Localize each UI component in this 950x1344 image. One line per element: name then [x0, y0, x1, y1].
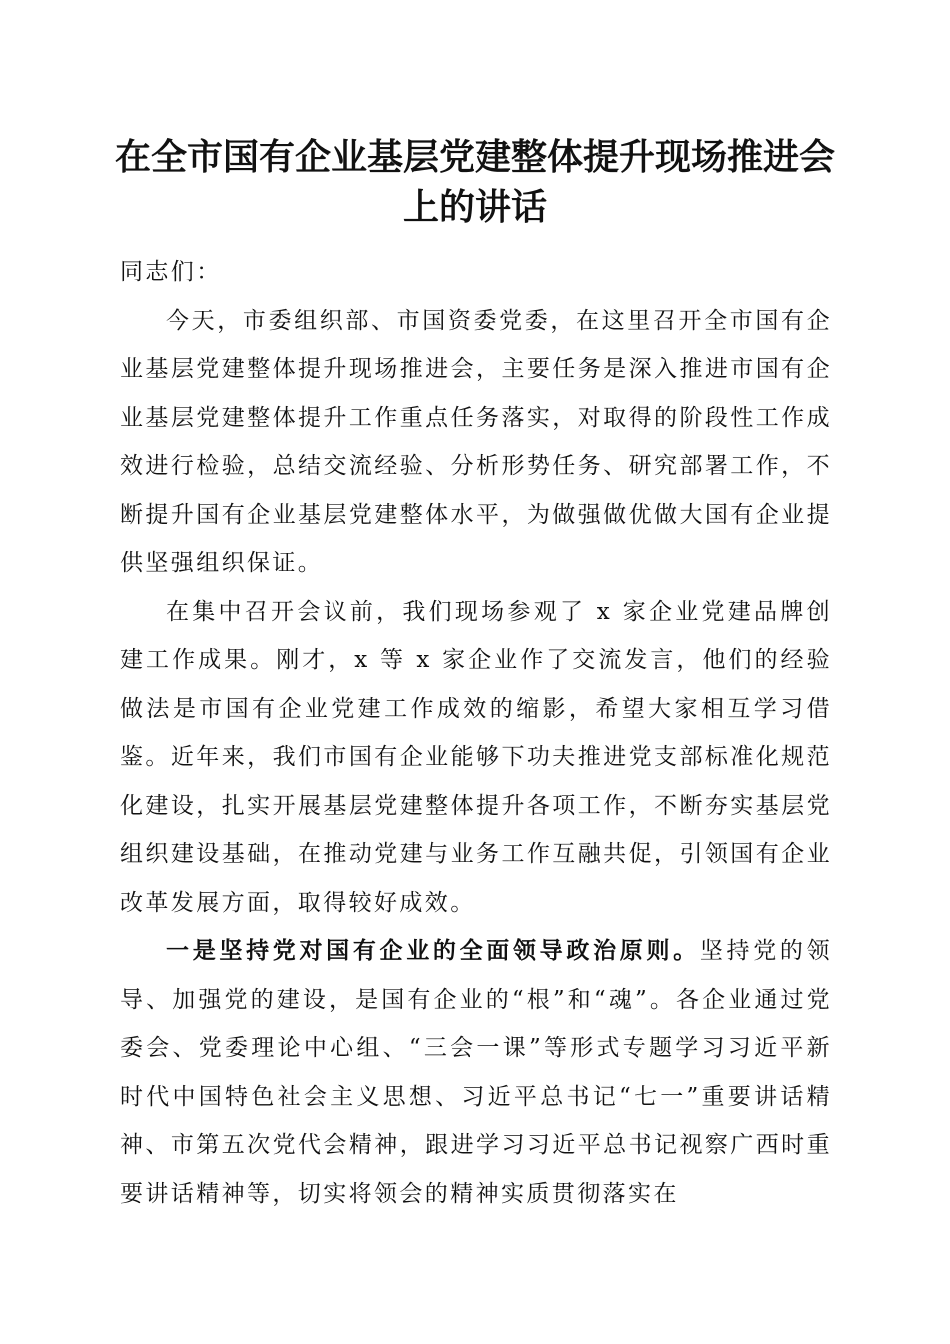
paragraph-2-text: 在集中召开会议前，我们现场参观了 x 家企业党建品牌创建工作成果。刚才，x 等 x 家企业作了交流发言，他们的经验做法是市国有企业党建工作成效的缩影，希望大家相互学习借鉴。近年来，我们市国有企业能够下功夫推进党支部标准化规范化建设，扎实开展基层党建整体提升各项工作，不断夯实基层党组织建设基础，在推动党建与业务工作互融共促，引领国有企业改革发展方面，取得较好成效。 — [120, 598, 832, 916]
paragraph-3 — [120, 927, 832, 1218]
paragraph-1-text: 今天，市委组织部、市国资委党委，在这里召开全市国有企业基层党建整体提升现场推进会，主要任务是深入推进市国有企业基层党建整体提升工作重点任务落实，对取得的阶段性工作成效进行检验，总结交流经验、分析形势任务、研究部署工作，不断提升国有企业基层党建整体水平，为做强做优做大国有企业提供坚强组织保证。 — [120, 307, 832, 576]
salutation: 同志们： — [120, 259, 222, 285]
title-line-2: 上的讲话 — [402, 186, 547, 228]
paragraph-3-text: 坚持党的领导、加强党的建设，是国有企业的“根”和“魂”。各企业通过党委会、党委理论中心组、“三会一课”等形式专题学习习近平新时代中国特色社会主义思想、习近平总书记“七一”重要讲话精神、市第五次党代会精神，跟进学习习近平总书记视察广西时重要讲话精神等，切实将领会的精神实质贯彻落实在 — [120, 938, 833, 1207]
document-body — [120, 248, 832, 1218]
paragraph-3-lead: 一是坚持党对国有企业的全面领导政治原则。 — [166, 937, 700, 964]
paragraph-1 — [120, 297, 832, 588]
paragraph-2 — [120, 588, 832, 928]
title-line-1: 在全市国有企业基层党建整体提升现场推进会 — [114, 136, 835, 178]
document-title — [100, 132, 850, 232]
